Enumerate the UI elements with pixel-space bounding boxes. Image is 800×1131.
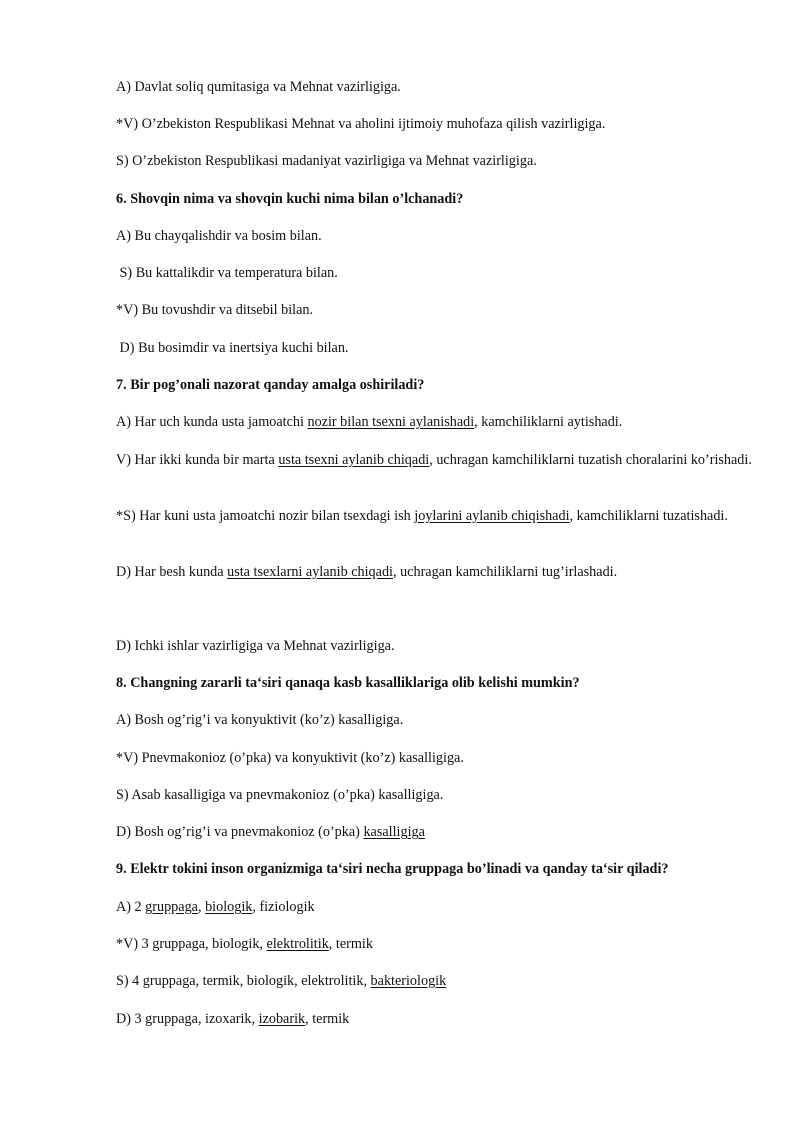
answer-text: , fiziologik	[252, 899, 315, 915]
answer-option: A) Bu chayqalishdir va bosim bilan.	[116, 228, 322, 244]
answer-option: D) Ichki ishlar vazirligiga va Mehnat vazirligiga.	[116, 638, 395, 654]
question-6: 6. Shovqin nima va shovqin kuchi nima bilan o’lchanadi?	[116, 191, 464, 207]
underlined-text: joylarini aylanib chiqishadi	[414, 508, 570, 524]
answer-text: D) 3 gruppaga, izoxarik,	[116, 1011, 259, 1027]
answer-option	[116, 823, 756, 841]
answer-option-correct: *V) Bu tovushdir va ditsebil bilan.	[116, 302, 314, 318]
answer-option-correct: *V) O’zbekiston Respublikasi Mehnat va aholini ijtimoiy muhofaza qilish vazirligiga.	[116, 116, 606, 132]
answer-option-correct	[116, 507, 756, 525]
underlined-text: gruppaga	[145, 899, 198, 915]
answer-option: A) Bosh og’rig’i va konyuktivit (ko’z) kasalligiga.	[116, 712, 404, 728]
answer-text: D) Har besh kunda	[116, 564, 228, 580]
answer-option-correct: *V) Pnevmakonioz (o’pka) va konyuktivit (ko’z) kasalligiga.	[116, 750, 464, 766]
answer-option	[116, 413, 756, 431]
underlined-text: biologik	[205, 899, 253, 915]
answer-text: S) 4 gruppaga, termik, biologik, elektrolitik,	[116, 973, 371, 989]
answer-text: A) 2	[116, 899, 146, 915]
underlined-text: bakteriologik	[370, 973, 447, 989]
answer-option: D) Bu bosimdir va inertsiya kuchi bilan.	[116, 340, 349, 356]
answer-text: V) Har ikki kunda bir marta	[116, 452, 279, 468]
answer-option	[116, 898, 756, 916]
answer-text: , kamchiliklarni aytishadi.	[474, 414, 623, 430]
question-8: 8. Changning zararli ta‘siri qanaqa kasb kasalliklariga olib kelishi mumkin?	[116, 675, 580, 691]
answer-option	[116, 563, 756, 581]
answer-text: , termik	[305, 1011, 350, 1027]
underlined-text: nozir bilan tsexni aylanishadi	[307, 414, 475, 430]
answer-text: , termik	[328, 936, 373, 952]
answer-option	[116, 972, 756, 990]
underlined-text: usta tsexlarni aylanib chiqadi	[227, 564, 393, 580]
answer-option: A) Davlat soliq qumitasiga va Mehnat vazirligiga.	[116, 79, 401, 95]
underlined-text: kasalligiga	[363, 824, 425, 840]
underlined-text: usta tsexni aylanib chiqadi	[278, 452, 430, 468]
answer-option: S) Asab kasalligiga va pnevmakonioz (o’pka) kasalligiga.	[116, 787, 444, 803]
answer-text: D) Bosh og’rig’i va pnevmakonioz (o’pka)	[116, 824, 364, 840]
answer-text: , kamchiliklarni tuzatishadi.	[569, 508, 728, 524]
answer-option	[116, 1010, 756, 1028]
answer-text: ,	[197, 899, 206, 915]
answer-text: *S) Har kuni usta jamoatchi nozir bilan tsexdagi ish	[116, 508, 415, 524]
question-7: 7. Bir pog’onali nazorat qanday amalga oshiriladi?	[116, 377, 425, 393]
answer-text: , uchragan kamchiliklarni tuzatish choralarini ko’rishadi.	[429, 452, 752, 468]
answer-option: S) Bu kattalikdir va temperatura bilan.	[116, 265, 338, 281]
answer-text: *V) 3 gruppaga, biologik,	[116, 936, 267, 952]
underlined-text: izobarik	[258, 1011, 306, 1027]
answer-text: , uchragan kamchiliklarni tug’irlashadi.	[392, 564, 618, 580]
answer-option: S) O’zbekiston Respublikasi madaniyat vazirligiga va Mehnat vazirligiga.	[116, 153, 537, 169]
answer-option	[116, 451, 756, 469]
answer-option-correct	[116, 935, 756, 953]
question-9: 9. Elektr tokini inson organizmiga ta‘siri necha gruppaga bo’linadi va qanday ta‘sir qiladi?	[116, 861, 669, 877]
answer-text: A) Har uch kunda usta jamoatchi	[116, 414, 308, 430]
underlined-text: elektrolitik	[266, 936, 329, 952]
